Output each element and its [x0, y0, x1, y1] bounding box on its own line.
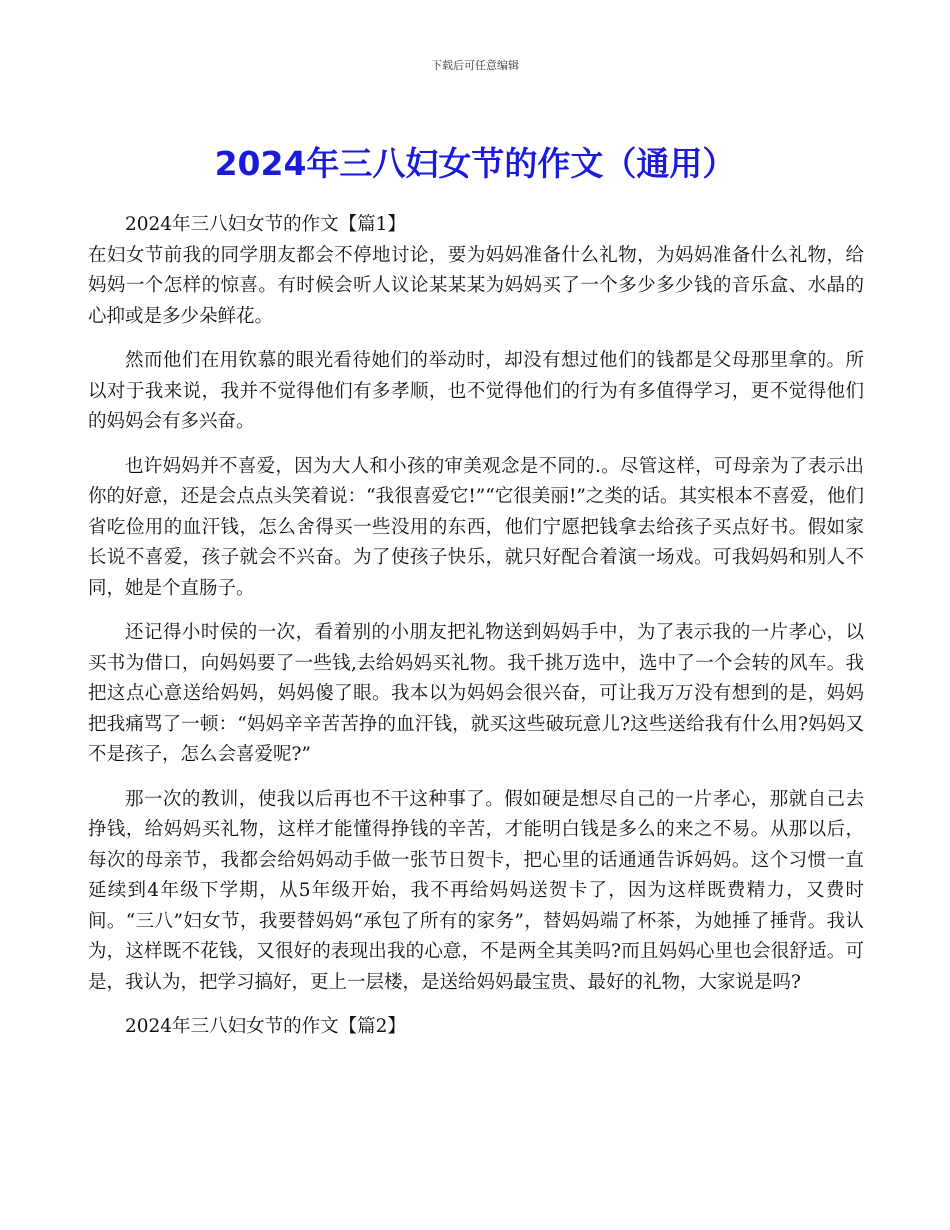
header-note: 下载后可任意编辑 — [431, 59, 519, 72]
paragraph-2: 然而他们在用钦慕的眼光看待她们的举动时，却没有想过他们的钱都是父母那里拿的。所以对于我来说，我并不觉得他们有多孝顺，也不觉得他们的行为有多值得学习，更不觉得他们的妈妈会有多兴奋。 — [88, 350, 864, 432]
paragraph-3: 也许妈妈并不喜爱，因为大人和小孩的审美观念是不同的.。尽管这样，可母亲为了表示出你的好意，还是会点点头笑着说：“我很喜爱它!”“它很美丽!”之类的话。其实根本不喜爱，他们省吃俭用的血汗钱，怎么舍得买一些没用的东西，他们宁愿把钱拿去给孩子买点好书。假如家长说不喜爱，孩子就会不兴奋。为了使孩子快乐，就只好配合着演一场戏。可我妈妈和别人不同，她是个直肠子。 — [88, 455, 864, 599]
paragraph-4: 还记得小时侯的一次，看着别的小朋友把礼物送到妈妈手中，为了表示我的一片孝心，以买书为借口，向妈妈要了一些钱,去给妈妈买礼物。我千挑万选中，选中了一个会转的风车。我把这点心意送给妈妈，妈妈傻了眼。我本以为妈妈会很兴奋，可让我万万没有想到的是，妈妈把我痛骂了一顿：“妈妈辛辛苦苦挣的血汗钱，就买这些破玩意儿?这些送给我有什么用?妈妈又不是孩子，怎么会喜爱呢?” — [88, 622, 864, 765]
section-heading-2: 2024年三八妇女节的作文【篇2】 — [125, 1016, 406, 1037]
paragraph-1: 在妇女节前我的同学朋友都会不停地讨论，要为妈妈准备什么礼物，为妈妈准备什么礼物，给妈妈一个怎样的惊喜。有时候会听人议论某某某为妈妈买了一个多少多少钱的音乐盒、水晶的心抑或是多少朵鲜花。 — [88, 244, 864, 327]
section-heading-1: 2024年三八妇女节的作文【篇1】 — [125, 214, 406, 235]
page-title: 2024年三八妇女节的作文（通用） — [214, 144, 736, 183]
paragraph-5: 那一次的教训，使我以后再也不干这种事了。假如硬是想尽自己的一片孝心，那就自己去挣钱，给妈妈买礼物，这样才能懂得挣钱的辛苦，才能明白钱是多么的来之不易。从那以后，每次的母亲节，我都会给妈妈动手做一张节日贺卡，把心里的话通通告诉妈妈。这个习惯一直延续到4年级下学期，从5年级开始，我不再给妈妈送贺卡了，因为这样既费精力，又费时间。“三八”妇女节，我要替妈妈“承包了所有的家务”，替妈妈端了杯茶，为她捶了捶背。我认为，这样既不花钱，又很好的表现出我的心意，不是两全其美吗?而且妈妈心里也会很舒适。可是，我认为，把学习搞好，更上一层楼，是送给妈妈最宝贵、最好的礼物，大家说是吗? — [88, 788, 864, 993]
article-body — [88, 210, 864, 1043]
